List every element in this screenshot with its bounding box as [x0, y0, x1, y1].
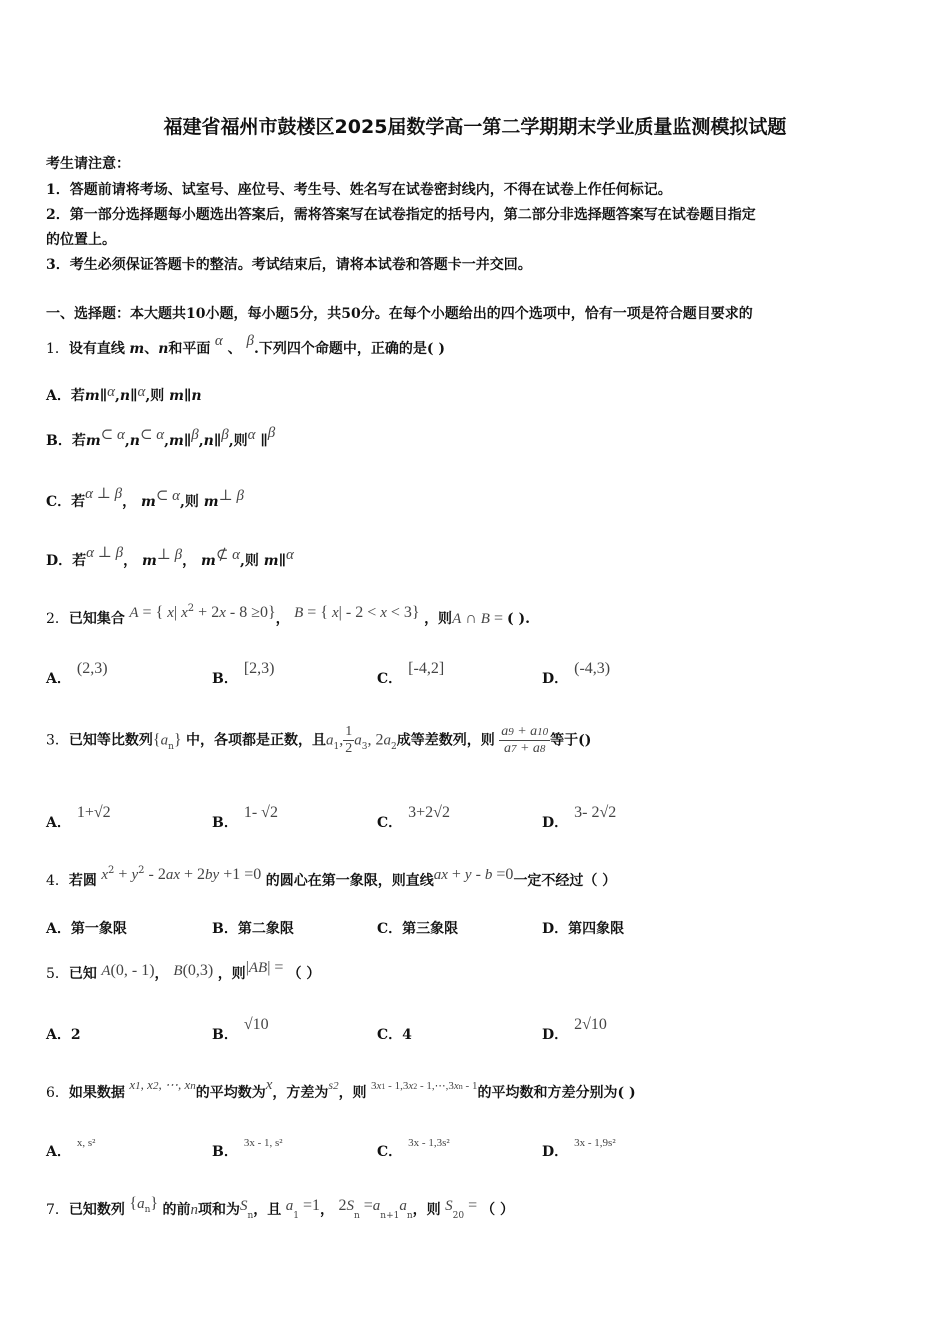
question-3-option-d[interactable]: D．3- 2√2	[542, 804, 617, 831]
question-6-option-c[interactable]: C．$^{3x - 1,3s^2}$	[377, 1137, 450, 1160]
question-5: 5．已知 A(0, - 1)， B(0,3) ，则|AB| = （ ）	[46, 959, 321, 982]
notice-item-1: 1．答题前请将考场、试室号、座位号、考生号、姓名写在试卷密封线内，不得在试卷上作任何标记。	[46, 182, 672, 198]
question-3-option-b[interactable]: B．1- √2	[212, 804, 278, 831]
notice-heading: 考生请注意：	[46, 156, 130, 172]
question-5-option-a[interactable]: A．2	[46, 1027, 81, 1043]
question-5-option-c[interactable]: C．4	[377, 1027, 412, 1043]
question-5-option-d[interactable]: D．2√10	[542, 1016, 607, 1043]
question-7: 7．已知数列 {an} 的前n项和为$S_n$，且 $a_1 =1$， $2S_n =a_{n+1}a_n$，则 $S_{20}$ = （ ）	[46, 1195, 514, 1221]
question-5-option-b[interactable]: B．√10	[212, 1016, 269, 1043]
notice-item-2: 2．第一部分选择题每小题选出答案后，需将答案写在试卷指定的括号内，第二部分非选择题答案写在试卷题目指定	[46, 207, 756, 223]
question-1-option-a[interactable]: A．若m∥α,n∥α,则 m∥n	[46, 384, 202, 404]
question-6-option-d[interactable]: D．$^{3x - 1,9s^2}$	[542, 1137, 616, 1160]
notice-item-2-cont: 的位置上。	[46, 232, 116, 248]
question-1-option-d[interactable]: D．若α ⊥ β， m⊥ β， m⊄ α,则 m∥α	[46, 545, 294, 569]
section-heading: 一、选择题：本大题共10小题，每小题5分，共50分。在每个小题给出的四个选项中，恰有一项是符合题目要求的	[46, 306, 753, 322]
question-3-option-c[interactable]: C．3+2√2	[377, 804, 450, 831]
question-4-option-d[interactable]: D．第四象限	[542, 921, 625, 937]
question-2-option-b[interactable]: B．[2,3)	[212, 660, 275, 687]
question-2: 2．已知集合 A = { x| $x^2 + 2x - 8 \ge 0$}， B = { x| - 2 < x < 3} ，则A ∩ B = ( ).	[46, 603, 530, 627]
question-1-option-b[interactable]: B．若m⊂ α,n⊂ α,m∥β,n∥β,则α ∥β	[46, 425, 276, 449]
question-4-option-c[interactable]: C．第三象限	[377, 921, 459, 937]
question-2-option-c[interactable]: C．[-4,2]	[377, 660, 445, 687]
question-3: 3．已知等比数列$\{a_n\}$ 中，各项都是正数，且$a_1$, $\frac{1}{2}$ $a_3$, $2a_2$成等差数列，则 $\frac{a9 + a10}{a7 + a8}$ 等于()	[46, 724, 592, 756]
question-1: 1．设有直线 m、n和平面 α 、 β.下列四个命题中，正确的是( )	[46, 333, 445, 357]
question-1-option-c[interactable]: C．若α ⊥ β， m⊂ α,则 m⊥ β	[46, 486, 244, 510]
notice-item-3: 3．考生必须保证答题卡的整洁。考试结束后，请将本试卷和答题卡一并交回。	[46, 257, 532, 273]
question-4: 4．若圆 $x^2 + y^2 - 2ax + 2by +1 =0$ 的圆心在第一象限，则直线ax + y - b =0一定不经过（ ）	[46, 865, 617, 889]
question-6-option-a[interactable]: A．$^{x, s^2}$	[46, 1137, 96, 1160]
question-4-option-b[interactable]: B．第二象限	[212, 921, 294, 937]
question-4-option-a[interactable]: A．第一象限	[46, 921, 127, 937]
question-6: 6．如果数据 x1, x2, ⋯, xn的平均数为x，方差为s2，则 $^{3x1 - 1,3x2 - 1,\cdots,3xn - 1}$的平均数和方差分别为( )	[46, 1077, 636, 1101]
question-2-option-d[interactable]: D．(-4,3)	[542, 660, 611, 687]
question-2-option-a[interactable]: A．(2,3)	[46, 660, 108, 687]
question-6-option-b[interactable]: B．$^{3x - 1, s^2}$	[212, 1137, 283, 1160]
exam-title: 福建省福州市鼓楼区2025届数学高一第二学期期末学业质量监测模拟试题	[163, 116, 787, 138]
question-3-option-a[interactable]: A．1+√2	[46, 804, 111, 831]
